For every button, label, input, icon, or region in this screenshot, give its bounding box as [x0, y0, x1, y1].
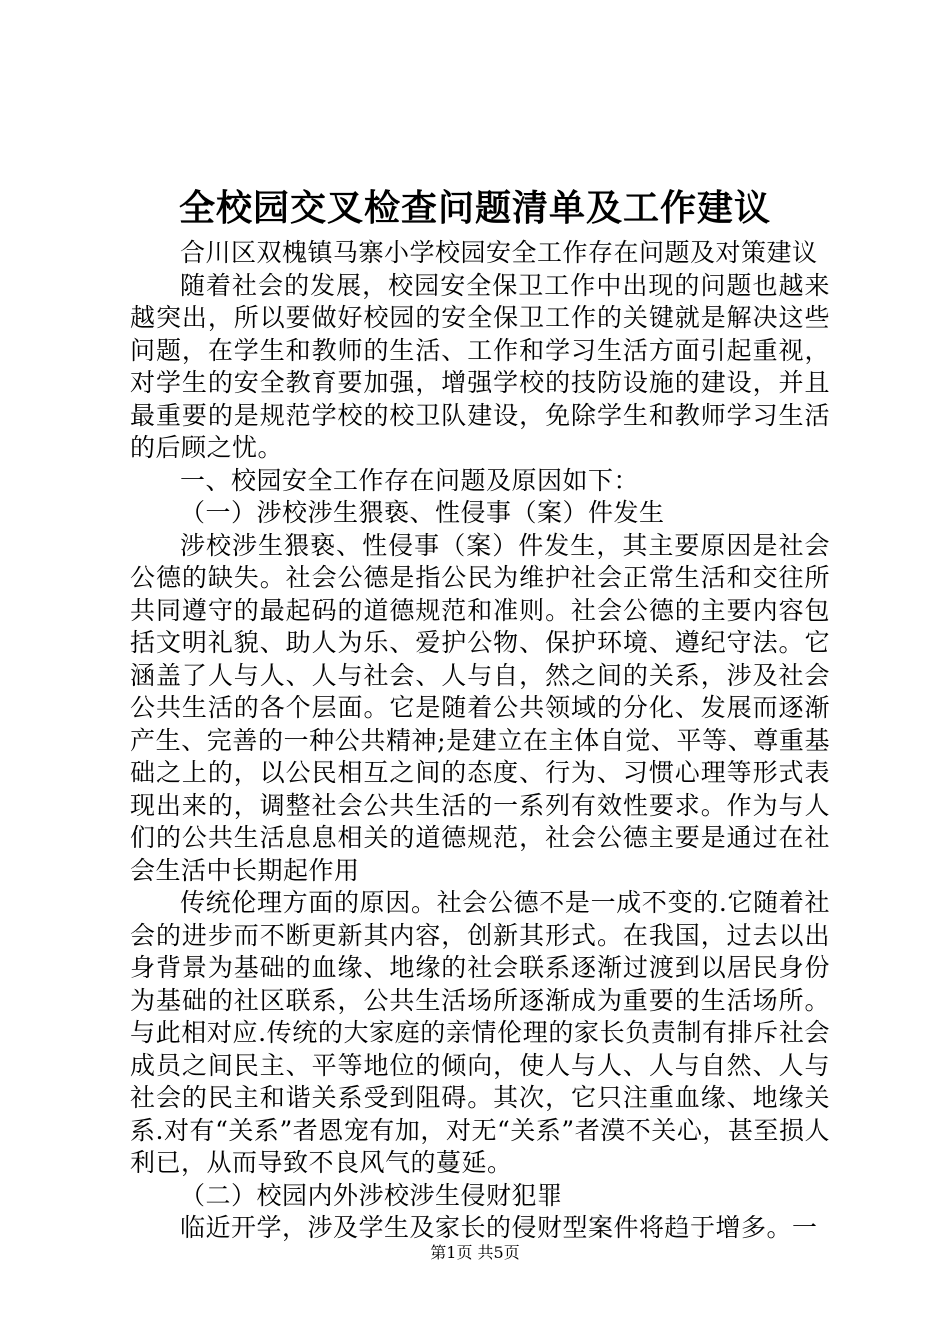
paragraph-property-crime: 临近开学，涉及学生及家长的侵财型案件将趋于增多。一	[180, 1213, 818, 1242]
paragraph-subtitle: 合川区双槐镇马寨小学校园安全工作存在问题及对策建议	[180, 238, 818, 267]
page-number: 第1页 共5页	[430, 1243, 520, 1262]
paragraph-social-morality: 涉校涉生猥亵、性侵事（案）件发生，其主要原因是社会公德的缺失。社会公德是指公民为维护社会正常生活和交往所共同遵守的最起码的道德规范和准则。社会公德的主要内容包括文明礼貌、助人为乐、爱护公物、保护环境、遵纪守法。它涵盖了人与人、人与社会、人与自，然之间的关系，涉及社会公共生活的各个层面。它是随着公共领域的分化、发展而逐渐产生、完善的一种公共精神;是建立在主体自觉、平等、尊重基础之上的，以公民相互之间的态度、行为、习惯心理等形式表现出来的，调整社会公共生活的一系列有效性要求。作为与人们的公共生活息息相关的道德规范，社会公德主要是通过在社会生活中长期起作用	[130, 530, 830, 885]
subsection-heading-2: （二）校园内外涉校涉生侵财犯罪	[180, 1180, 563, 1210]
subsection-heading-1: （一）涉校涉生猥亵、性侵事（案）件发生	[180, 498, 665, 527]
document-body	[130, 237, 830, 1245]
paragraph-intro: 随着社会的发展，校园安全保卫工作中出现的问题也越来越突出，所以要做好校园的安全保卫工作的关键就是解决这些问题，在学生和教师的生活、工作和学习生活方面引起重视，对学生的安全教育要加强，增强学校的技防设施的建设，并且最重要的是规范学校的校卫队建设，免除学生和教师学习生活的后顾之忧。	[130, 270, 830, 462]
document-title: 全校园交叉检查问题清单及工作建议	[178, 187, 771, 229]
section-heading-1: 一、校园安全工作存在问题及原因如下：	[180, 465, 640, 495]
paragraph-traditional-ethics: 传统伦理方面的原因。社会公德不是一成不变的.它随着社会的进步而不断更新其内容，创新其形式。在我国，过去以出身背景为基础的血缘、地缘的社会联系逐渐过渡到以居民身份为基础的社区联系，公共生活场所逐渐成为重要的生活场所。与此相对应.传统的大家庭的亲情伦理的家长负责制有排斥社会成员之间民主、平等地位的倾向，使人与人、人与自然、人与社会的民主和谐关系受到阻碍。其次，它只注重血缘、地缘关系.对有“关系”者恩宠有加，对无“关系”者漠不关心，甚至损人利已，从而导致不良风气的蔓延。	[130, 888, 830, 1177]
